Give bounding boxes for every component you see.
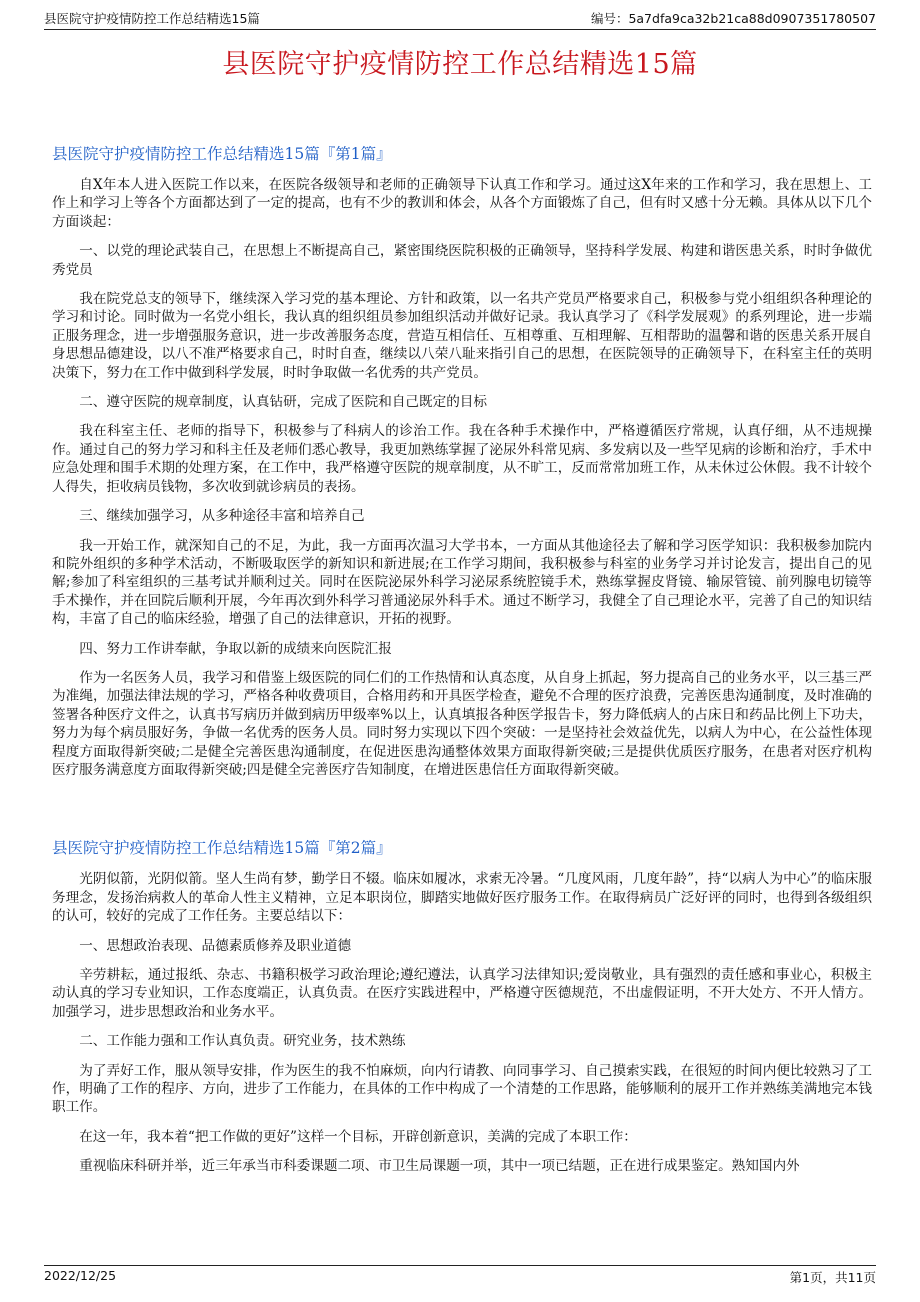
header-doc-name: 县医院守护疫情防控工作总结精选15篇 [44, 11, 260, 26]
page-header [44, 8, 876, 30]
paragraph: 我在院党总支的领导下，继续深入学习党的基本理论、方针和政策，以一名共产党员严格要求自己，积极参与党小组组织各种理论的学习和讨论。同时做为一名党小组长，我认真的组织组员参加组织活动并做好记录。我认真学习了《科学发展观》的系列理论，进一步端正服务理念，进一步增强服务意识，进一步改善服务态度，营造互相信任、互相尊重、互相理解、互相帮助的温馨和谐的医患关系开展自身思想品德建设，以八不准严格要求自己，时时自查，继续以八荣八耻来指引自己的思想，在医院领导的正确领导下，在科室主任的英明决策下，努力在工作中做到科学发展，时时争取做一名优秀的共产党员。 [52, 291, 872, 381]
footer-page-number: 第1页，共11页 [789, 1270, 876, 1285]
chapter-1 [52, 142, 872, 779]
section-heading: 二、工作能力强和工作认真负责。研究业务，技术熟练 [79, 1033, 406, 1050]
chapter-title: 县医院守护疫情防控工作总结精选15篇『第2篇』 [52, 839, 392, 858]
paragraph: 我在科室主任、老师的指导下，积极参与了科病人的诊治工作。我在各种手术操作中，严格遵循医疗常规，认真仔细，从不违规操作。通过自己的努力学习和科主任及老师们悉心教导，我更加熟练掌握了泌尿外科常见病、多发病以及一些罕见病的诊断和治疗，手术中应急处理和围手术期的处理方案，在工作中，我严格遵守医院的规章制度，从不旷工，反而常常加班工作，从未休过公休假。我不计较个人得失，拒收病员钱物，多次收到就诊病员的表扬。 [52, 423, 872, 495]
paragraph: 光阴似箭，光阴似箭。坚人生尚有梦，勤学日不辍。临床如履冰，求索无冷暑。“几度风雨，几度年龄”，持“以病人为中心”的临床服务理念，发扬治病救人的革命人性主义精神，立足本职岗位，脚踏实地做好医疗服务工作。在取得病员广泛好评的同时，也得到各级组织的认可，较好的完成了工作任务。主要总结以下： [52, 871, 872, 925]
paragraph: 我一开始工作，就深知自己的不足，为此，我一方面再次温习大学书本，一方面从其他途径去了解和学习医学知识：我积极参加院内和院外组织的多种学术活动，不断吸取医学的新知识和新进展;在工作学习期间，我积极参与科室的业务学习并讨论发言，提出自己的见解;参加了科室组织的三基考试并顺利过关。同时在医院泌尿外科学习泌尿系统腔镜手术，熟练掌握皮肾镜、输尿管镜、前列腺电切镜等手术操作，并在回院后顺利开展，今年再次到外科学习普通泌尿外科手术。通过不断学习，我健全了自己理论水平，完善了自己的知识结构，丰富了自己的临床经验，增强了自己的法律意识，开拓的视野。 [52, 537, 872, 628]
section-heading: 一、以党的理论武装自己，在思想上不断提高自己，紧密围绕医院积极的正确领导，坚持科学发展、构建和谐医患关系，时时争做优秀党员 [52, 243, 872, 278]
section-heading: 三、继续加强学习，从多种途径丰富和培养自己 [79, 508, 365, 525]
paragraph: 自X年本人进入医院工作以来，在医院各级领导和老师的正确领导下认真工作和学习。通过这X年来的工作和学习，我在思想上、工作上和学习上等各个方面都达到了一定的提高，也有不少的教训和体会，从各个方面锻炼了自己，但有时又感十分无赖。具体从以下几个方面谈起： [52, 177, 872, 230]
page-footer [44, 1265, 876, 1285]
section-heading: 四、努力工作讲奉献，争取以新的成绩来向医院汇报 [79, 640, 392, 657]
section-heading: 二、遵守医院的规章制度，认真钻研，完成了医院和自己既定的目标 [79, 394, 487, 411]
header-doc-number: 编号：5a7dfa9ca32b21ca88d0907351780507 [590, 11, 876, 26]
paragraph: 为了弄好工作，服从领导安排，作为医生的我不怕麻烦，向内行请教、向同事学习、自己摸索实践，在很短的时间内便比较熟习了工作，明确了工作的程序、方向，进步了工作能力，在具体的工作中构成了一个清楚的工作思路，能够顺利的展开工作并熟练美满地完本钱职工作。 [52, 1062, 872, 1116]
document-body [52, 142, 872, 1187]
chapter-title: 县医院守护疫情防控工作总结精选15篇『第1篇』 [52, 145, 392, 163]
paragraph: 在这一年，我本着“把工作做的更好”这样一个目标，开辟创新意识，美满的完成了本职工作： [79, 1128, 637, 1145]
chapter-spacer [52, 790, 872, 836]
footer-date: 2022/12/25 [44, 1268, 117, 1283]
paragraph: 辛劳耕耘，通过报纸、杂志、书籍积极学习政治理论;遵纪遵法，认真学习法律知识;爱岗敬业，具有强烈的责任感和事业心，积极主动认真的学习专业知识，工作态度端正，认真负责。在医疗实践进程中，严格遵守医德规范，不出虚假证明，不开大处方、不开人情方。加强学习，进步思想政治和业务水平。 [52, 967, 872, 1020]
chapter-2 [52, 836, 872, 1175]
paragraph: 作为一名医务人员，我学习和借鉴上级医院的同仁们的工作热情和认真态度，从自身上抓起，努力提高自己的业务水平，以三基三严为准绳，加强法律法规的学习，严格各种收费项目，合格用药和开具医学检查，避免不合理的医疗浪费，完善医患沟通制度，及时准确的签署各种医疗文件之，认真书写病历并做到病历甲级率%以上，认真填报各种医学报告卡，努力降低病人的占床日和药品比例上下功夫，努力为每个病员服好务，争做一名优秀的医务人员。同时努力实现以下四个突破：一是坚持社会效益优先，以病人为中心，在公益性体现程度方面取得新突破;二是健全完善医患沟通制度，在促进医患沟通整体效果方面取得新突破;三是提供优质医疗服务，在患者对医疗机构医疗服务满意度方面取得新突破;四是健全完善医疗告知制度，在增进医患信任方面取得新突破。 [52, 669, 872, 778]
paragraph: 重视临床科研并举，近三年承当市科委课题二项、市卫生局课题一项，其中一项已结题，正在进行成果鉴定。熟知国内外 [79, 1158, 800, 1175]
document-title: 县医院守护疫情防控工作总结精选15篇 [222, 49, 698, 80]
section-heading: 一、思想政治表现、品德素质修养及职业道德 [79, 937, 352, 954]
